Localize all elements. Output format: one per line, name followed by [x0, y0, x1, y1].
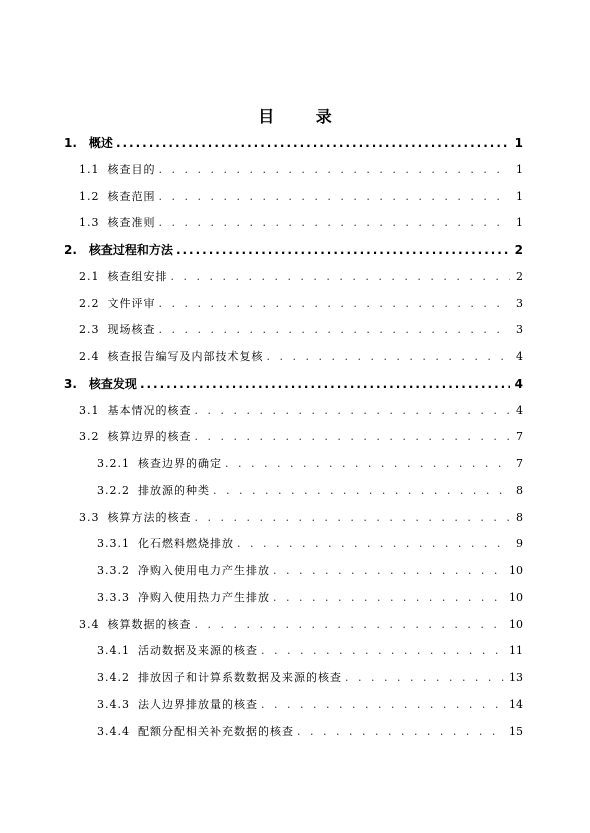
toc-entry-label: 概述: [88, 136, 113, 150]
toc-entry-number: 3.3.3: [97, 590, 130, 604]
toc-entry[interactable]: [64, 558, 523, 585]
toc-entry[interactable]: [64, 130, 523, 157]
toc-dot-leader: [273, 558, 506, 585]
toc-entry-number: 3.1: [79, 403, 100, 417]
toc-entry-number: 3.3.1: [97, 537, 130, 551]
toc-entry-label: 核查准则: [107, 216, 156, 230]
toc-entry-label: 核算方法的核查: [107, 510, 192, 524]
toc-dot-leader: [140, 371, 510, 398]
toc-dot-leader: [195, 424, 511, 451]
page-title: 目 录: [258, 107, 350, 126]
toc-entry-page-number: 4: [516, 403, 523, 417]
toc-entry-number: 1.1: [79, 162, 100, 176]
toc-entry[interactable]: [64, 638, 523, 665]
toc-dot-leader: [261, 638, 506, 665]
toc-entry[interactable]: [64, 612, 523, 639]
toc-entry-page-number: 4: [516, 350, 523, 363]
toc-entry-label: 文件评审: [107, 296, 156, 310]
toc-entry[interactable]: [64, 210, 523, 237]
toc-dot-leader: [195, 505, 511, 532]
toc-entry[interactable]: [64, 531, 523, 558]
toc-entry-label: 核查目的: [107, 162, 156, 176]
toc-entry-number: 1.3: [79, 216, 100, 230]
toc-entry[interactable]: [64, 264, 523, 291]
table-of-contents: [64, 130, 523, 745]
toc-entry-page-number: 15: [509, 724, 523, 738]
toc-entry-number: 3.4.1: [97, 644, 130, 658]
toc-entry-label: 法人边界排放量的核查: [138, 697, 258, 711]
toc-entry-page-number: 2: [514, 243, 523, 257]
toc-dot-leader: [213, 478, 510, 505]
toc-entry[interactable]: [64, 344, 523, 371]
toc-entry-page-number: 1: [516, 189, 523, 203]
toc-dot-leader: [225, 451, 510, 478]
toc-entry-page-number: 7: [516, 430, 523, 444]
toc-entry-page-number: 13: [509, 671, 523, 684]
toc-entry-page-number: 3: [516, 323, 523, 337]
toc-entry-label: 基本情况的核查: [107, 403, 192, 417]
toc-entry[interactable]: [64, 371, 523, 398]
toc-dot-leader: [195, 612, 507, 639]
toc-entry[interactable]: [64, 424, 523, 451]
toc-entry[interactable]: [64, 585, 523, 612]
toc-entry[interactable]: [64, 692, 523, 719]
toc-entry-label: 净购入使用电力产生排放: [138, 564, 270, 577]
toc-entry-number: 2.1: [79, 269, 100, 283]
toc-entry-number: 3.2.2: [97, 483, 130, 497]
toc-entry[interactable]: [64, 317, 523, 344]
toc-entry-label: 核查边界的确定: [138, 457, 222, 470]
toc-entry-page-number: 10: [509, 590, 523, 604]
toc-entry-number: 3.4.3: [97, 697, 130, 711]
toc-entry[interactable]: [64, 665, 523, 692]
toc-entry-label: 核查过程和方法: [88, 243, 173, 257]
toc-entry-label: 核查发现: [88, 376, 137, 391]
toc-entry-label: 排放因子和计算系数数据及来源的核查: [138, 671, 342, 684]
toc-entry-page-number: 2: [516, 269, 523, 283]
toc-entry-label: 化石燃料燃烧排放: [138, 537, 234, 551]
toc-entry-page-number: 8: [516, 510, 523, 524]
toc-entry-page-number: 10: [509, 617, 523, 631]
toc-entry[interactable]: [64, 291, 523, 318]
toc-entry-page-number: 1: [516, 216, 523, 230]
toc-entry-number: 3.4.4: [97, 724, 130, 738]
toc-entry-number: 2.3: [79, 323, 100, 337]
toc-dot-leader: [273, 585, 506, 612]
toc-dot-leader: [345, 665, 506, 692]
toc-dot-leader: [159, 184, 511, 211]
toc-dot-leader: [261, 692, 506, 719]
toc-dot-leader: [195, 398, 511, 425]
toc-entry-number: 3.4: [79, 617, 100, 631]
toc-dot-leader: [116, 130, 510, 157]
toc-dot-leader: [159, 317, 511, 344]
toc-entry-number: 1.: [64, 136, 77, 150]
toc-entry-label: 核算数据的核查: [107, 617, 192, 631]
toc-entry-page-number: 9: [516, 537, 523, 551]
toc-dot-leader: [171, 264, 511, 291]
toc-entry-number: 3.2: [79, 430, 100, 444]
toc-entry[interactable]: [64, 157, 523, 184]
toc-entry-number: 2.2: [79, 296, 100, 310]
toc-entry-label: 排放源的种类: [138, 483, 210, 497]
toc-entry-label: 活动数据及来源的核查: [138, 644, 258, 658]
toc-entry-page-number: 14: [509, 697, 523, 711]
toc-entry-label: 核查组安排: [107, 269, 168, 283]
toc-entry[interactable]: [64, 237, 523, 264]
toc-entry[interactable]: [64, 398, 523, 425]
toc-dot-leader: [159, 210, 511, 237]
toc-entry-label: 核查范围: [107, 189, 156, 203]
toc-dot-leader: [159, 291, 511, 318]
toc-dot-leader: [297, 719, 506, 746]
toc-entry-page-number: 3: [516, 296, 523, 310]
toc-entry[interactable]: [64, 478, 523, 505]
toc-entry[interactable]: [64, 184, 523, 211]
toc-dot-leader: [176, 237, 510, 264]
toc-entry-label: 配额分配相关补充数据的核查: [138, 724, 294, 738]
toc-entry[interactable]: [64, 505, 523, 532]
toc-entry-page-number: 11: [509, 644, 523, 658]
toc-entry-label: 现场核查: [107, 323, 156, 337]
toc-entry-number: 3.4.2: [97, 671, 130, 684]
toc-entry-label: 核算边界的核查: [107, 430, 192, 444]
toc-entry[interactable]: [64, 719, 523, 746]
toc-entry-number: 1.2: [79, 189, 100, 203]
toc-entry-number: 2.: [64, 243, 77, 257]
toc-dot-leader: [267, 344, 511, 371]
toc-entry-number: 3.3.2: [97, 564, 130, 577]
toc-entry-number: 2.4: [79, 350, 100, 363]
toc-dot-leader: [159, 157, 511, 184]
toc-entry-page-number: 1: [514, 136, 523, 150]
toc-entry-page-number: 4: [514, 376, 523, 391]
toc-entry-label: 核查报告编写及内部技术复核: [107, 350, 264, 363]
toc-entry-number: 3.: [64, 376, 77, 391]
toc-entry-page-number: 8: [516, 483, 523, 497]
toc-entry-page-number: 10: [509, 564, 523, 577]
toc-dot-leader: [237, 531, 510, 558]
toc-entry-number: 3.2.1: [97, 457, 130, 470]
toc-entry-page-number: 1: [516, 162, 523, 176]
toc-entry-label: 净购入使用热力产生排放: [138, 590, 270, 604]
toc-entry[interactable]: [64, 451, 523, 478]
toc-entry-number: 3.3: [79, 510, 100, 524]
toc-entry-page-number: 7: [516, 457, 523, 470]
